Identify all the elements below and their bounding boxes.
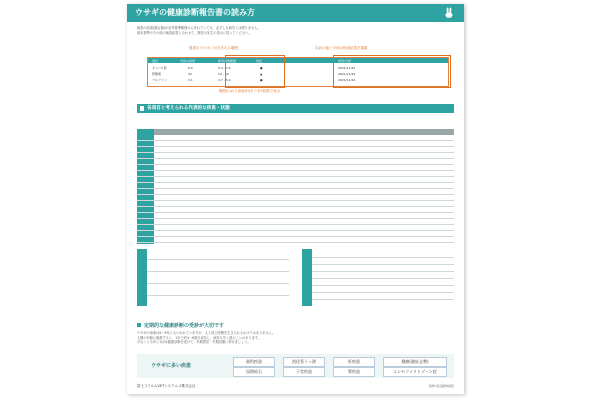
table-row <box>312 299 454 300</box>
disease-chip: 尿路結石 <box>233 367 275 377</box>
section-title: 定期的な健康診断の受診が大切です <box>144 323 225 329</box>
table-row <box>137 242 454 243</box>
sample-cell: ● <box>260 65 263 70</box>
sample-header: 項目 <box>152 58 159 63</box>
secondary-tables <box>137 249 454 306</box>
sample-cell: 6.5 <box>188 65 193 70</box>
table-row <box>137 164 454 165</box>
table-row <box>137 140 454 141</box>
sample-cell: 2021/11/22 <box>338 77 356 82</box>
title-bar <box>127 4 464 22</box>
table-row <box>137 158 454 159</box>
sample-cell: 肝酵素 <box>152 71 162 76</box>
sample-cell: 2021/11/22 <box>338 65 356 70</box>
sample-cell: 2021/11/22 <box>338 71 356 76</box>
sample-cell: アルブミン <box>152 77 167 82</box>
table-row <box>312 285 454 286</box>
sample-cell: 5.4 - 7.5 <box>218 65 231 70</box>
table-row <box>137 176 454 177</box>
table-row <box>137 146 454 147</box>
category-strip <box>137 249 147 306</box>
table-row <box>147 259 289 260</box>
sample-cell: 3.1 <box>188 77 193 82</box>
table-row <box>147 295 289 296</box>
report-sheet <box>127 4 464 394</box>
callout-history: 以前の値と今回の検査結果を掲載 <box>315 46 368 50</box>
callout-range: 健康な子の多くが含まれる範囲 <box>189 46 238 50</box>
sample-cell: ● <box>260 77 263 82</box>
body-line: 人間の年齢に換算すると、1年で約4～6歳分成長し、病気も早く進むことがあります。 <box>137 335 261 340</box>
credit-text: 監修:東京動物病院 <box>428 384 454 388</box>
common-diseases-box <box>137 354 454 378</box>
section-title: 各項目と考えられる代表的な疾患・状態 <box>147 106 230 111</box>
table-row <box>137 230 454 231</box>
page-title: ウサギの健康診断報告書の読み方 <box>135 8 255 17</box>
disease-chip: 腫瘍(避妊去勢) <box>383 357 447 367</box>
table-row <box>312 278 454 279</box>
intro-line: 基本基準やその他の検査結果と合わせて、獣医の先生の指示に従ってください。 <box>137 30 252 35</box>
table-row <box>137 188 454 189</box>
table-row <box>137 152 454 153</box>
sample-cell: 42 <box>188 71 192 76</box>
table-row <box>312 264 454 265</box>
rabbit-icon <box>442 6 456 20</box>
intro-line: 検査の結果(測定値)が参考基準範囲から外れていても、必ずしも病気とは限りません。 <box>137 26 261 30</box>
table-row <box>137 218 454 219</box>
sample-header: 今回の結果 <box>180 58 196 63</box>
disease-chip: 肝疾患 <box>333 357 375 367</box>
section-header-diseases <box>137 104 454 113</box>
section-header-checkup <box>137 322 454 329</box>
sample-header: 前回/今回 <box>338 58 352 63</box>
reference-table-header <box>154 129 454 135</box>
sample-cell: タンパク質 <box>152 65 167 70</box>
category-strip <box>302 249 312 306</box>
bullet-square-icon <box>137 323 141 327</box>
sample-cell: 2.7 - 5.0 <box>218 77 231 82</box>
sample-cell: ▲ <box>260 71 263 76</box>
footer <box>137 384 454 389</box>
body-line: 少なくとも年に1回は健康診断を受けて、早期発見・早期治療に努めましょう。 <box>137 340 251 345</box>
callout-levels: 範囲(L)から高値(H)までを5段階で表示 <box>219 89 281 93</box>
sample-cell: 14 - 80 <box>218 71 229 76</box>
table-row <box>137 236 454 237</box>
blood-count-table <box>302 249 454 306</box>
range-highlight-box <box>225 55 285 88</box>
table-row <box>137 170 454 171</box>
table-row <box>137 206 454 207</box>
table-row <box>137 182 454 183</box>
table-row <box>312 257 454 258</box>
disease-chip: 消化管うっ滞 <box>283 357 325 367</box>
sample-header: 参考基準範囲 <box>218 58 237 63</box>
intro-text <box>137 26 347 35</box>
common-diseases-label: ウサギに多い疾患 <box>151 363 192 369</box>
history-highlight-box <box>333 55 451 88</box>
disease-chip: 子宮疾患 <box>283 367 325 377</box>
table-row <box>137 224 454 225</box>
table-row <box>312 292 454 293</box>
table-row <box>137 212 454 213</box>
table-row <box>147 271 289 272</box>
table-row <box>147 283 289 284</box>
electrolyte-table <box>137 249 289 306</box>
checkup-text <box>137 331 454 345</box>
table-row <box>137 200 454 201</box>
disease-chip: 腎疾患 <box>333 367 375 377</box>
disease-chip: エンセファリトゾーン症 <box>383 367 447 377</box>
sample-header: 判定 <box>256 58 263 63</box>
table-row <box>137 194 454 195</box>
body-line: ウサギの寿命は5～9年ともいわれていますが、人と同じ時間を生きられるわけではありません。 <box>137 331 276 335</box>
table-row <box>312 271 454 272</box>
disease-chip: 歯科疾患 <box>233 357 275 367</box>
company-name: 富士フイルムVETシステムズ株式会社 <box>137 384 196 388</box>
